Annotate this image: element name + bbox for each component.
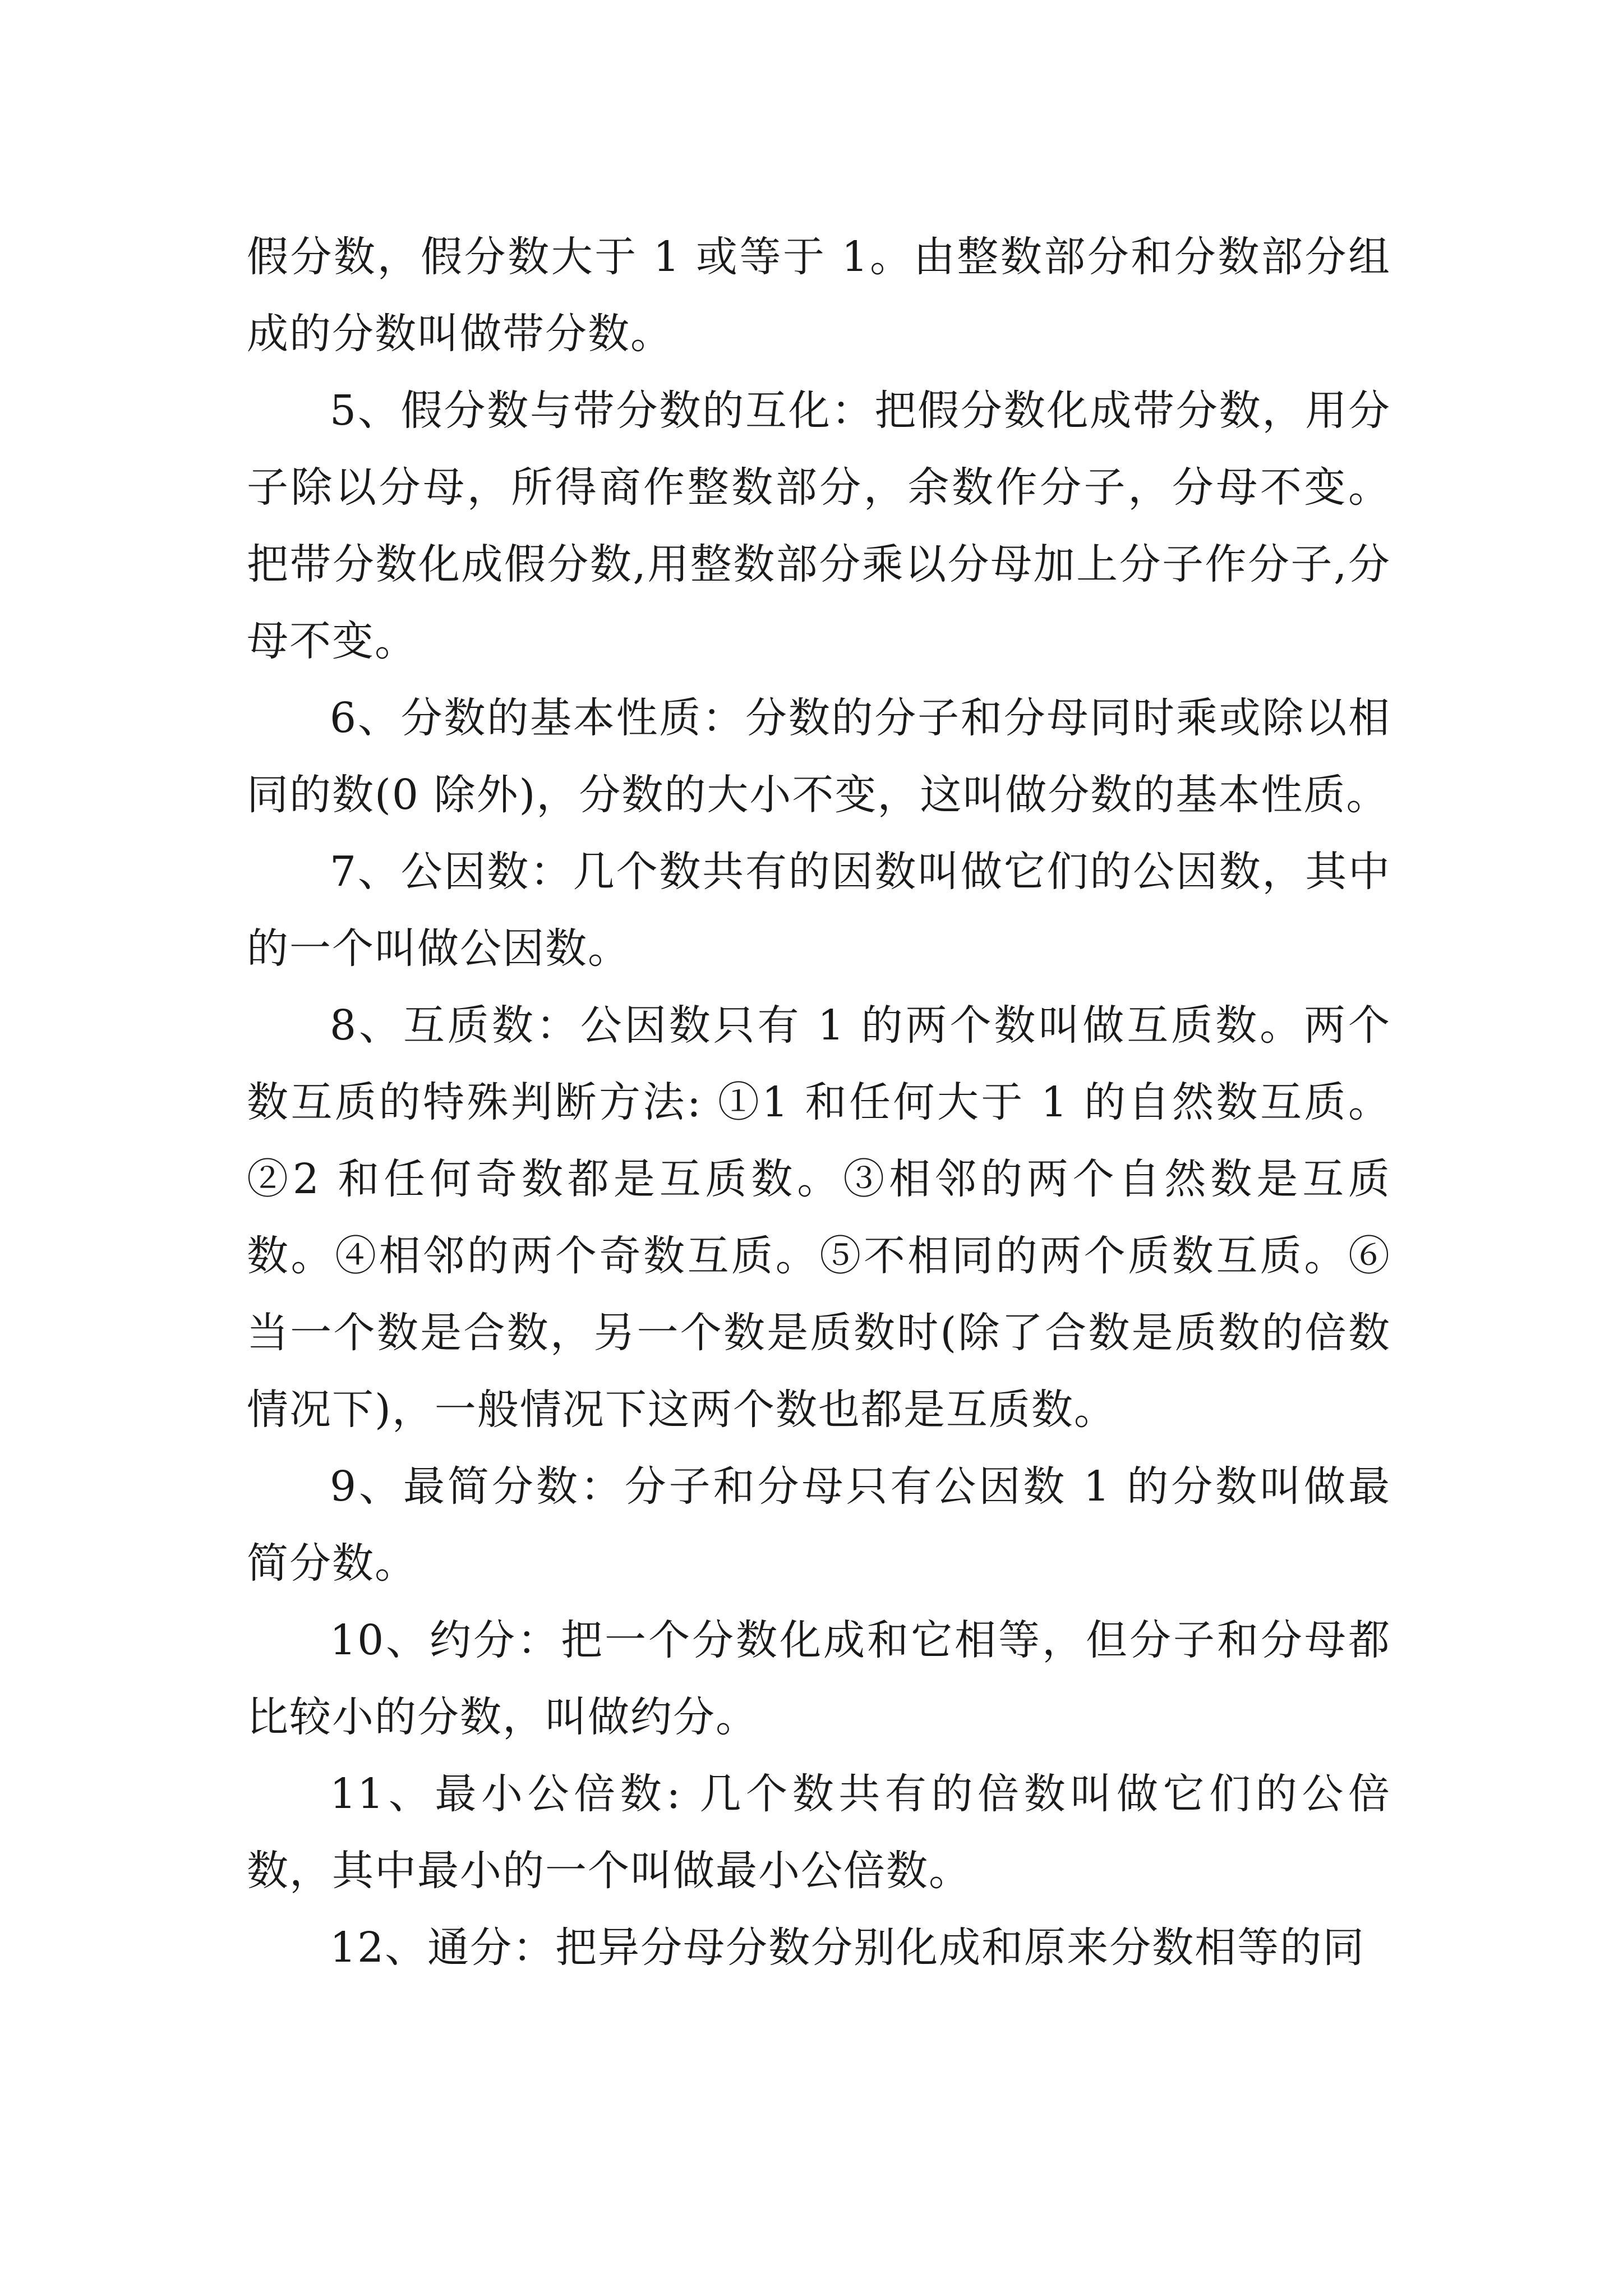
paragraph-item-12: 12、通分：把异分母分数分别化成和原来分数相等的同 [330, 1924, 1366, 1972]
paragraph-item-9: 9、最简分数：分子和分母只有公因数 1 的分数叫做最简分数。 [247, 1462, 1391, 1588]
paragraph-item-7: 7、公因数：几个数共有的因数叫做它们的公因数，其中的一个叫做公因数。 [247, 848, 1391, 973]
paragraph-item-6: 6、分数的基本性质：分数的分子和分母同时乘或除以相同的数(0 除外)，分数的大小不变，这叫做分数的基本性质。 [247, 694, 1391, 819]
paragraph-improper-fraction-continued: 假分数，假分数大于 1 或等于 1。由整数部分和分数部分组成的分数叫做带分数。 [247, 233, 1391, 358]
paragraph-item-11: 11、最小公倍数: 几个数共有的倍数叫做它们的公倍数，其中最小的一个叫做最小公倍数。 [247, 1770, 1391, 1895]
paragraph-item-5: 5、假分数与带分数的互化：把假分数化成带分数，用分子除以分母，所得商作整数部分，余数作分子，分母不变。把带分数化成假分数,用整数部分乘以分母加上分子作分子,分母不变。 [247, 386, 1391, 665]
paragraph-item-8: 8、互质数：公因数只有 1 的两个数叫做互质数。两个数互质的特殊判断方法: ①1 和任何大于 1 的自然数互质。②2 和任何奇数都是互质数。③相邻的两个自然数是互质数。④相邻的两个奇数互质。⑤不相同的两个质数互质。⑥当一个数是合数，另一个数是质数时(除了合数是质数的倍数情况下)，一般情况下这两个数也都是互质数。 [247, 1001, 1391, 1434]
paragraph-item-10: 10、约分：把一个分数化成和它相等，但分子和分母都比较小的分数，叫做约分。 [247, 1616, 1391, 1741]
body-text [247, 219, 1391, 1986]
